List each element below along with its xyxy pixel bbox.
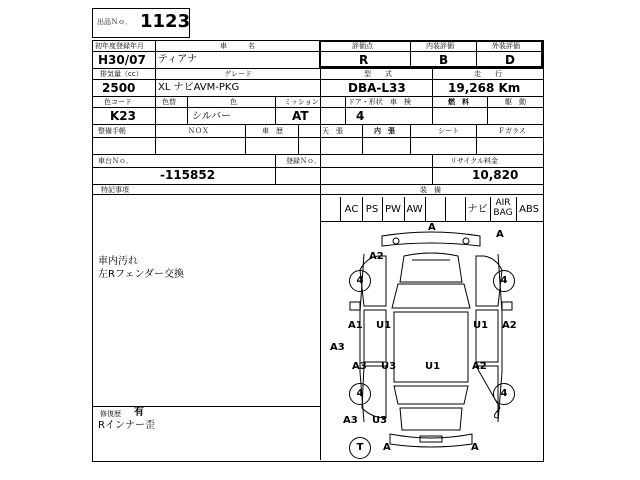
spare-tire-circle: T xyxy=(349,437,371,459)
col-line xyxy=(275,96,276,124)
inspection-label: 車 検 xyxy=(390,98,411,106)
first-reg-value: H30/07 xyxy=(98,53,146,67)
repair-note: Rインナー歪 xyxy=(98,420,155,431)
equipment-label: 装 備 xyxy=(420,186,441,194)
col-line xyxy=(155,40,156,154)
color-label: 色 xyxy=(230,98,237,106)
model-value: DBA-L33 xyxy=(348,81,406,95)
interior-upholstery-label: 内 張 xyxy=(374,127,395,135)
exterior-label: 外装評価 xyxy=(492,42,520,50)
nox-label: ＮＯＸ xyxy=(188,127,209,135)
notes-label: 特記事項 xyxy=(101,186,129,194)
row-line xyxy=(92,184,543,185)
notes-line: 左Rフェンダー交換 xyxy=(98,269,185,280)
row-line xyxy=(92,194,543,195)
col-line xyxy=(275,154,276,184)
f-glass-label: Ｆガラス xyxy=(498,127,526,135)
equip-abs: ABS xyxy=(519,204,539,215)
equip-airbag: AIR BAG xyxy=(493,198,513,218)
repair-history-value: 有 xyxy=(134,407,144,418)
damage-right-rear-door: A2 xyxy=(472,361,487,372)
displacement-value: 2500 xyxy=(102,81,136,95)
damage-right-front-door: A2 xyxy=(502,320,517,331)
equip-ps: PS xyxy=(365,204,379,215)
doors-value: 4 xyxy=(356,109,365,123)
row-line xyxy=(92,68,543,69)
tire-front-right-circle: 4 xyxy=(493,270,515,292)
lot-number-label: 出品Ｎｏ． xyxy=(97,18,132,26)
color-change-label: 色替 xyxy=(162,98,176,106)
damage-left-rear-door-u: U3 xyxy=(381,361,397,372)
col-line xyxy=(487,96,488,124)
mission-value: AT xyxy=(292,109,309,123)
score-value: R xyxy=(359,53,369,67)
equip-ac: AC xyxy=(344,204,359,215)
col-line xyxy=(476,124,477,154)
damage-front-left-fender: A2 xyxy=(369,251,384,262)
col-line xyxy=(362,124,363,154)
manual-label: 整備手帳 xyxy=(98,127,126,135)
equip-aw: AW xyxy=(406,204,423,215)
damage-left-rocker: A3 xyxy=(330,342,345,353)
col-line xyxy=(432,154,433,184)
col-line xyxy=(245,124,246,154)
score-label: 評価点 xyxy=(352,42,373,50)
damage-left-front-door-u: U1 xyxy=(376,320,392,331)
damage-left-rear-fender-u: U3 xyxy=(372,415,388,426)
recycle-value: 10,820 xyxy=(472,168,519,182)
equip-navi: ナビ xyxy=(467,204,488,215)
mileage-value: 19,268 Km xyxy=(448,81,521,95)
row-line xyxy=(92,107,543,108)
damage-rear-right-bumper: A xyxy=(471,442,479,453)
color-value: シルバー xyxy=(192,111,232,122)
model-label: 型 式 xyxy=(364,70,392,78)
col-line xyxy=(298,124,299,154)
col-line xyxy=(432,68,433,96)
col-line xyxy=(187,96,188,124)
equip-divider xyxy=(445,197,446,221)
equip-pw: PW xyxy=(385,204,401,215)
grade-value: XL ナビAVM-PKG xyxy=(158,82,240,93)
doors-label: ドア・形状 xyxy=(348,98,383,106)
first-reg-label: 初年度登録年月 xyxy=(95,42,144,50)
tire-rear-left-circle: 4 xyxy=(349,383,371,405)
recycle-label: リサイクル料金 xyxy=(450,157,499,165)
history-label: 車 歴 xyxy=(262,127,283,135)
interior-value: B xyxy=(439,53,449,67)
row-line xyxy=(92,96,543,97)
row-line xyxy=(92,79,543,80)
color-code-label: 色コード xyxy=(104,98,132,106)
color-code-value: K23 xyxy=(110,109,136,123)
chassis-no-label: 車台Ｎｏ． xyxy=(98,157,133,165)
mission-label: ミッション xyxy=(284,98,319,106)
equip-divider xyxy=(425,197,426,221)
tire-rear-right-circle: 4 xyxy=(493,383,515,405)
chassis-no-value: -115852 xyxy=(160,168,216,182)
sunroof-label: 天 張 xyxy=(322,127,343,135)
drive-label: 駆 動 xyxy=(505,98,526,106)
tire-front-left-circle: 4 xyxy=(349,270,371,292)
reg-no-label: 登録Ｎｏ． xyxy=(286,157,321,165)
damage-front-right-corner: A xyxy=(496,229,504,240)
damage-left-rear-fender: A3 xyxy=(343,415,358,426)
mileage-label: 走 行 xyxy=(474,70,502,78)
seat-label: シート xyxy=(438,127,459,135)
row-line xyxy=(92,406,320,407)
col-line xyxy=(345,96,346,124)
displacement-label: 排気量（cc） xyxy=(100,70,143,78)
damage-roof-u: U1 xyxy=(425,361,441,372)
damage-rear-left-bumper: A xyxy=(383,442,391,453)
grade-label: グレード xyxy=(224,70,252,78)
damage-roof-front: A xyxy=(428,222,436,233)
lot-number: 1123 xyxy=(140,11,191,32)
exterior-value: D xyxy=(505,53,515,67)
row-line xyxy=(92,154,543,155)
car-name-label: 車 名 xyxy=(220,42,255,50)
damage-left-front-door: A1 xyxy=(348,320,363,331)
damage-left-rear-door: A3 xyxy=(352,361,367,372)
notes-line: 車内汚れ xyxy=(98,256,138,267)
fuel-label: 燃 料 xyxy=(448,98,469,106)
col-line xyxy=(432,96,433,124)
damage-right-front-door-u: U1 xyxy=(473,320,489,331)
repair-history-label: 修復歴 xyxy=(100,410,121,418)
interior-label: 内装評価 xyxy=(426,42,454,50)
car-name-value: ティアナ xyxy=(158,54,198,65)
col-line xyxy=(410,124,411,154)
